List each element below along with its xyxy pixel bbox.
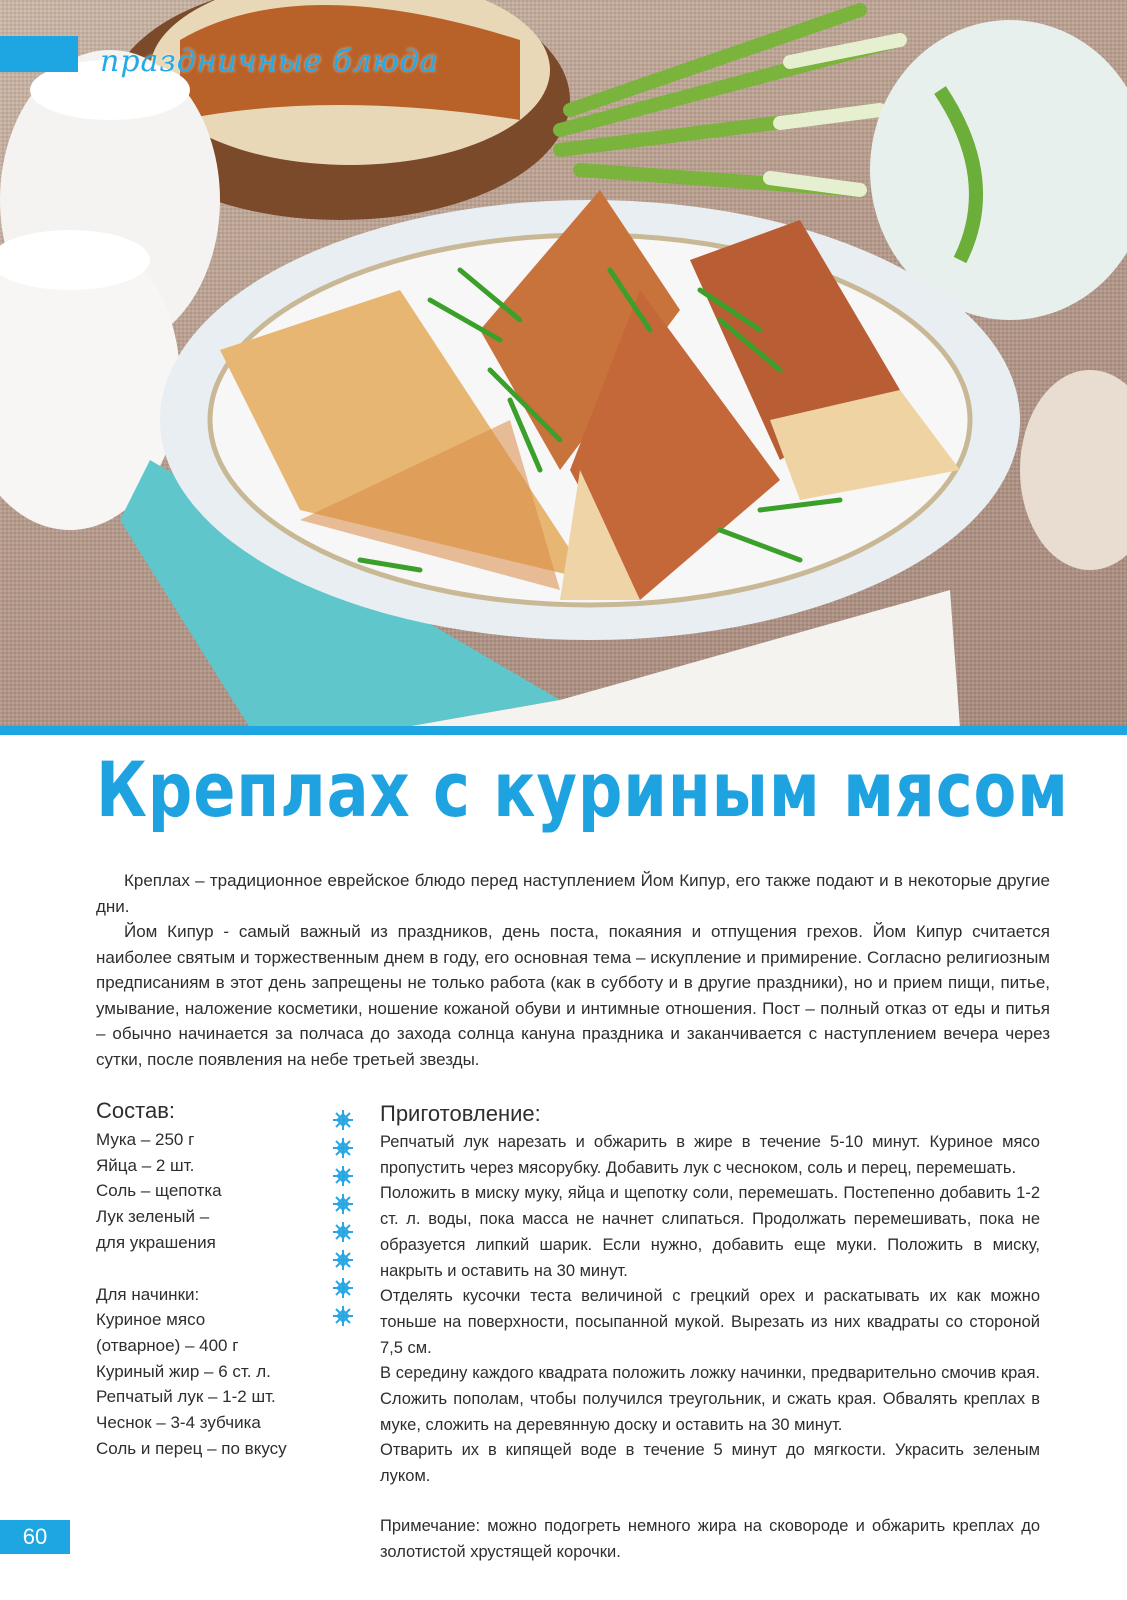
filling-item: Чеснок – 3-4 зубчика (96, 1413, 261, 1433)
section-band (0, 36, 78, 72)
filling-item: Соль и перец – по вкусу (96, 1438, 287, 1458)
snowflake-ornament-icon (324, 1108, 362, 1338)
section-label: праздничные блюда (100, 44, 439, 79)
preparation-step: Положить в миску муку, яйца и щепотку соли, перемешать. Постепенно добавить 1-2 ст. л. воды, пока масса не начнет слипаться. Продолжать перемешивать, пока не образуется липкий шарик. Если нужно, добавить еще муки. Положить в миску, накрыть и оставить на 30 минут. (380, 1184, 1040, 1280)
filling-heading: Для начинки: (96, 1284, 200, 1304)
filling-item: Куриный жир – 6 ст. л. (96, 1361, 271, 1381)
page-title: Креплах с куриным мясом (96, 745, 1069, 834)
ingredient-item: Лук зеленый – (96, 1207, 210, 1227)
preparation-step: Отварить их в кипящей воде в течение 5 минут до мягкости. Украсить зеленым луком. (380, 1441, 1040, 1486)
preparation-step: Отделять кусочки теста величиной с грецкий орех и раскатывать их как можно тоньше на поверхности, посыпанной мукой. Вырезать из них квадраты со стороной 7,5 см. (380, 1287, 1040, 1357)
page-number: 60 (0, 1520, 70, 1554)
preparation-note: Примечание: можно подогреть немного жира на сковороде и обжарить креплах до золотистой хрустящей корочки. (380, 1516, 1040, 1561)
ingredient-item: Яйца – 2 шт. (96, 1155, 195, 1175)
ingredient-item: для украшения (96, 1232, 216, 1252)
ingredients-heading: Состав: (96, 1098, 175, 1123)
dish-photo-illustration (0, 0, 1127, 728)
ingredient-item: Мука – 250 г (96, 1130, 195, 1149)
preparation-step: В середину каждого квадрата положить ложку начинки, предварительно смочив края. Сложить пополам, чтобы получился треугольник, и сжать края. Обвалять креплах в муке, сложить на деревянную доску и оставить на 30 минут. (380, 1364, 1040, 1434)
preparation-step: Репчатый лук нарезать и обжарить в жире в течение 5-10 минут. Куриное мясо пропустить через мясорубку. Добавить лук с чесноком, соль и перец, перемешать. (380, 1133, 1040, 1177)
intro-text (96, 868, 1050, 1072)
divider (0, 726, 1127, 735)
ingredient-item: Соль – щепотка (96, 1181, 222, 1201)
preparation-section (380, 1100, 1040, 1565)
filling-item: Куриное мясо (96, 1310, 206, 1330)
dish-photo (0, 0, 1127, 728)
intro-paragraph: Креплах – традиционное еврейское блюдо перед наступлением Йом Кипур, его также подают и в некоторые другие дни. (96, 871, 1050, 916)
preparation-heading: Приготовление: (380, 1101, 541, 1126)
intro-paragraph: Йом Кипур - самый важный из праздников, день поста, покаяния и отпущения грехов. Йом Кипур считается наиболее святым и торжественным днем в году, его основная тема – искупление и примирение. Согласно религиозным предписаниям в этот день запрещены не только работа (как в субботу и в другие праздники), но и прием пищи, питье, умывание, наложение косметики, ношение кожаной обуви и интимные отношения. Пост – полный отказ от еды и питья – обычно начинается за полчаса до захода солнца кануна праздника и заканчивается с наступлением вечера через сутки, после появления на небе третьей звезды. (96, 922, 1050, 1069)
filling-item: (отварное) – 400 г (96, 1335, 239, 1355)
filling-item: Репчатый лук – 1-2 шт. (96, 1387, 276, 1407)
ingredients-list (96, 1097, 326, 1461)
